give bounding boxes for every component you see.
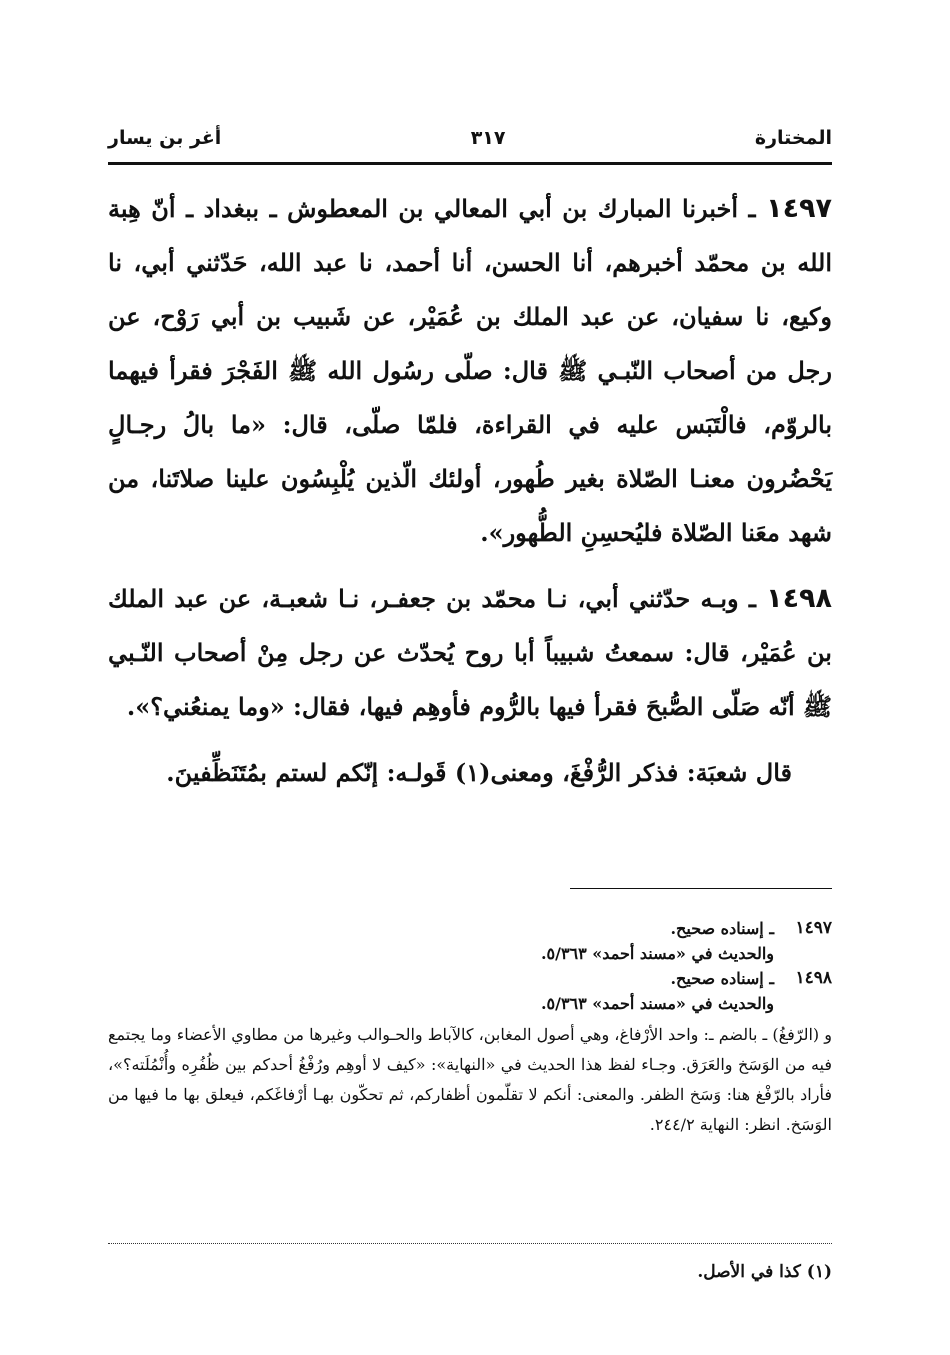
footnote-number: ١٤٩٧ xyxy=(795,918,832,938)
footnote-number: ١٤٩٨ xyxy=(795,968,832,988)
footnote-1497 xyxy=(108,916,832,966)
book-title: المختارة xyxy=(754,127,832,149)
footnote-line: والحديث في «مسند أحمد» ٥/٣٦٣. xyxy=(540,994,774,1013)
hadith-1497 xyxy=(108,182,832,560)
hadith-number: ١٤٩٨ xyxy=(766,583,833,614)
hadith-1498 xyxy=(108,572,832,734)
footnote-separator xyxy=(570,888,832,889)
header-rule xyxy=(108,162,832,165)
footnotes xyxy=(108,916,832,1140)
hadith-number: ١٤٩٧ xyxy=(766,193,833,224)
main-text xyxy=(108,182,832,812)
hadith-text: ـ وبـه حدّثني أبي، نـا محمّد بن جعفـر، نـا شعبـة، عن عبد الملك بن عُمَيْر، قال: سمعتُ شبيباً أبا روح يُحدّث عن رجل مِنْ أصحاب النّـبي ﷺ أنّه صَلّى الصُّبحَ فقرأ فيها بالرُّوم فأوهِم فيها، فقال: «وما يمنعُني؟». xyxy=(108,584,832,721)
shuba-note: قال شعبَة: فذكر الرُّفْغَ، ومعنى(١) قَولـه: إنّكم لستم بمُتَنَظِّفينَ. xyxy=(166,758,792,787)
footnote-line: ـ إسناده صحيح. xyxy=(670,919,774,938)
footnote-1498 xyxy=(108,966,832,1016)
footnote-note-1: (١) كذا في الأصل. xyxy=(697,1262,832,1282)
footnote-line: ـ إسناده صحيح. xyxy=(670,969,774,988)
section-name: أغر بن يسار xyxy=(108,127,222,149)
running-header xyxy=(108,120,832,156)
rufgh-explanation: و (الرّفغُ) ـ بالضم ـ: واحد الأرْفاغ، وهي أصول المغابن، كالآباط والحـوالب وغيرها من مطاوي الأعضاء وما يجتمع فيه من الوَسَخ والعَرَق. وجـاء لفظ هذا الحديث في «النهاية»: «كيف لا أوهِم ورُفْغُ أحدكم بين ظُفُرِه وأُنْمُلَته؟»، فأراد بالرّفْغ هنا: وَسَخ الظفر. والمعنى: أنكم لا تقلّمون أظفاركم، ثم تحكّون بهـا أرْفاغَكم، فيعلق بها ما فيها من الوَسَخ. انظر: النهاية ٢٤٤/٢. xyxy=(108,1025,832,1134)
footnote-line: والحديث في «مسند أحمد» ٥/٣٦٣. xyxy=(540,944,774,963)
hadith-text: ـ أخبرنا المبارك بن أبي المعالي بن المعطوش ـ ببغداد ـ أنّ هِبة الله بن محمّد أخبرهم، أنا الحسن، أنا أحمد، نا عبد الله، حَدّثني أبي، نا وكيع، نا سفيان، عن عبد الملك بن عُمَيْر، عن شَبيب بن أبي رَوْح، عن رجل من أصحاب النّبـي ﷺ قال: صلّى رسُول الله ﷺ الفَجْرَ فقرأ فيهما بالروّم، فالْتَبَس عليه في القراءة، فلمّا صلّى، قال: «ما بالُ رجـالٍ يَحْضُرون معنـا الصّلاة بغير طُهور، أولئك الّذين يُلْبِسُون علينا صلاتَنا، من شهد معَنا الصّلاة فليُحسِنِ الطُّهور». xyxy=(108,194,833,547)
page-number: ٣١٧ xyxy=(470,127,506,149)
dotted-separator xyxy=(108,1243,832,1244)
